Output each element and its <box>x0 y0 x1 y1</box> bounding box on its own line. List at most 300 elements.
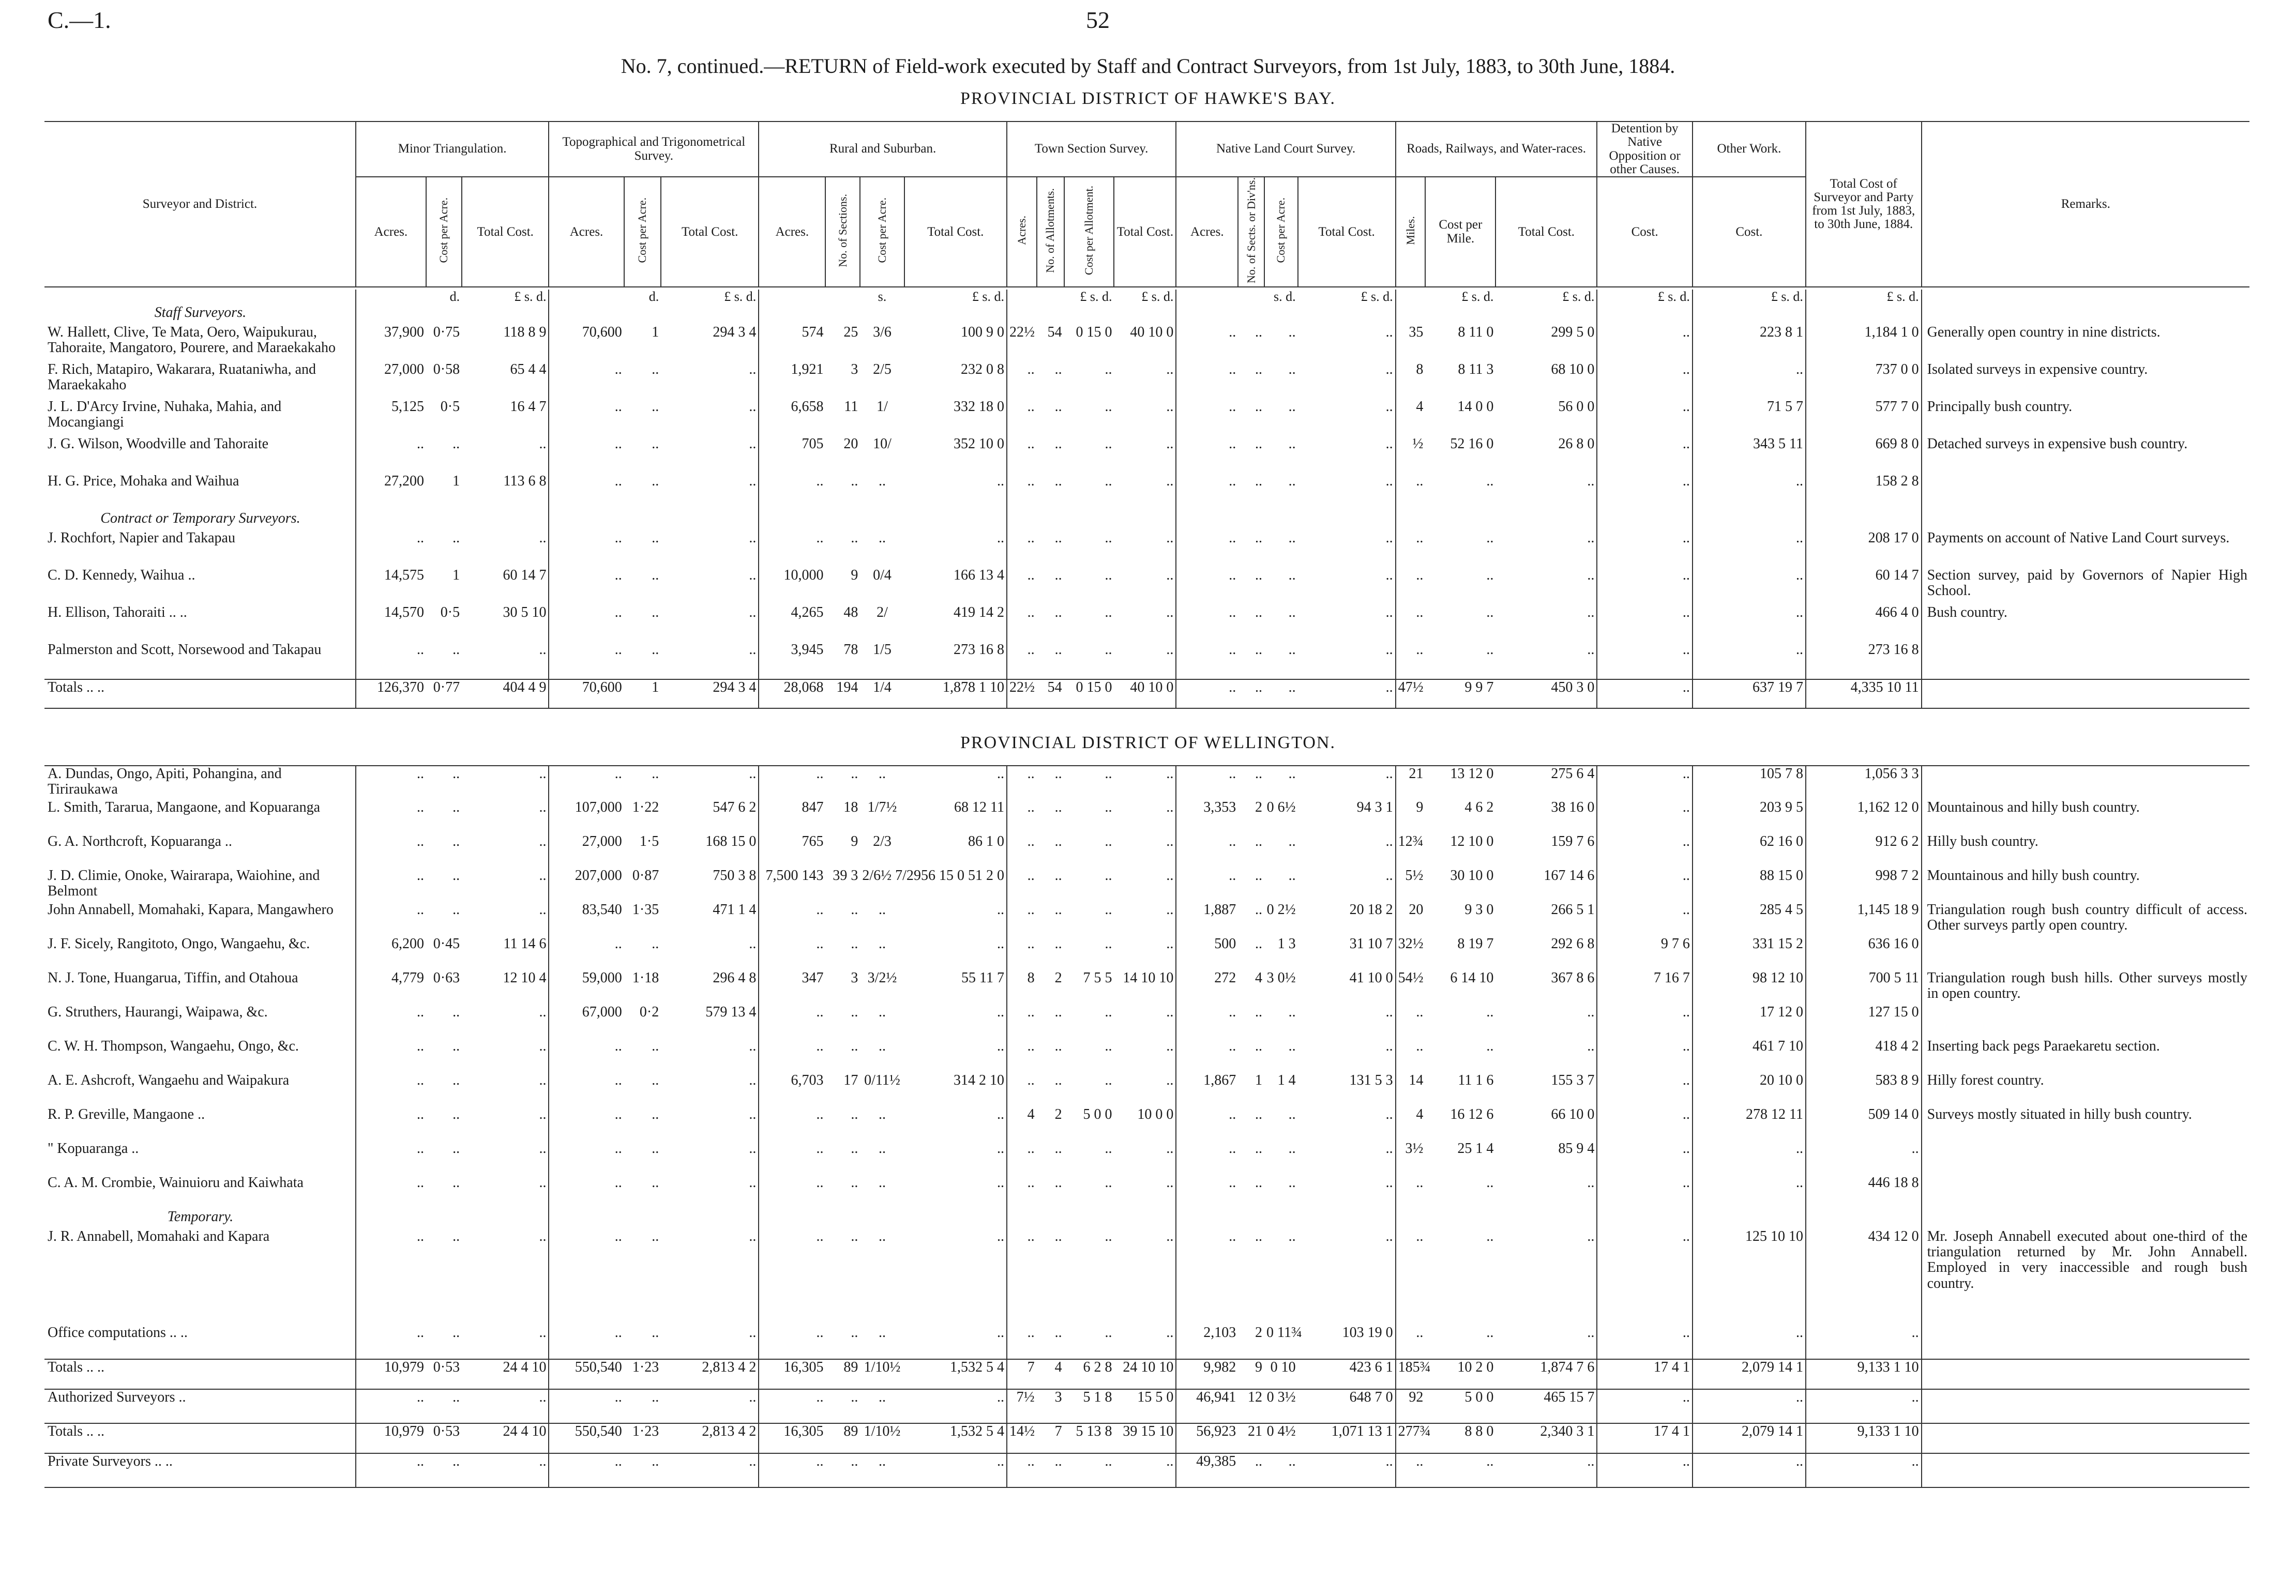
native-sections-cell: 2 <box>1255 1325 1263 1341</box>
topo-cost-per-acre-cell: 1 <box>624 679 661 708</box>
native-total-cost-cell: 1,071 13 1 <box>1298 1423 1396 1453</box>
native-acres-cell: .. <box>1176 605 1238 642</box>
rural-sections-cell: 89 <box>825 1359 860 1389</box>
town-total-cost-cell: .. <box>1166 902 1174 918</box>
topo-acres-cell: .. <box>549 436 624 474</box>
roads-miles-cell: .. <box>1396 1229 1426 1325</box>
minor-total-cost-cell: 11 14 6 <box>503 936 547 952</box>
rural-sections-cell: .. <box>851 1106 858 1122</box>
native-acres-cell: .. <box>1176 834 1238 868</box>
topo-acres-cell: 70,600 <box>549 679 624 708</box>
roads-miles-cell: 277¾ <box>1396 1423 1426 1453</box>
rural-cost-per-acre-cell: 1/ <box>877 399 888 415</box>
table-row <box>44 834 2249 868</box>
rural-acres-cell: .. <box>759 1107 825 1141</box>
rural-sections-cell: 48 <box>843 604 858 620</box>
town-allotments-cell: 54 <box>1037 679 1064 708</box>
rural-sections-cell: .. <box>851 1038 858 1054</box>
town-total-cost-cell: .. <box>1166 473 1174 489</box>
topo-acres-cell: .. <box>549 474 624 511</box>
table-row <box>44 436 2249 474</box>
rural-cost-per-acre-cell: 1/5 <box>873 642 892 658</box>
rural-total-cost-cell: 100 9 0 <box>960 324 1004 340</box>
town-acres-cell: .. <box>1007 474 1037 511</box>
minor-acres-cell: .. <box>356 1389 426 1423</box>
town-total-cost-cell: 40 10 0 <box>1114 679 1176 708</box>
town-allotments-cell: .. <box>1054 530 1062 546</box>
town-total-cost-cell: 39 15 10 <box>1114 1423 1176 1453</box>
other-cost-cell: 98 12 10 <box>1693 970 1806 1005</box>
minor-cost-per-acre-cell: 0·5 <box>440 399 460 415</box>
topo-total-cost-cell: .. <box>749 473 757 489</box>
topo-acres-cell: .. <box>549 1039 624 1073</box>
minor-total-cost-cell: .. <box>539 642 547 658</box>
minor-cost-per-acre-cell: .. <box>452 833 460 849</box>
rural-total-cost-cell: 419 14 2 <box>953 604 1004 620</box>
native-total-cost-cell: .. <box>1385 1004 1393 1020</box>
unit-label: s. <box>878 289 887 304</box>
town-acres-cell: .. <box>1007 834 1037 868</box>
native-cost-per-acre-cell: .. <box>1288 361 1296 377</box>
roads-total-cost-cell: 159 7 6 <box>1551 833 1595 849</box>
town-acres-cell: .. <box>1007 1453 1037 1487</box>
town-cost-per-allotment-cell: .. <box>1105 1072 1112 1088</box>
native-acres-cell: .. <box>1176 1005 1238 1039</box>
native-cost-per-acre-cell: 1 3 <box>1277 936 1296 952</box>
rural-acres-cell: .. <box>759 1175 825 1209</box>
town-allotments-cell: .. <box>1054 1141 1062 1157</box>
surveyor-cell: W. Hallett, Clive, Te Mata, Oero, Waipukurau, Tahoraite, Mangatoro, Pourere, and Maraekakaho <box>48 324 336 356</box>
topo-total-cost-cell: 579 13 4 <box>705 1004 757 1020</box>
minor-cost-per-acre-cell: 0·63 <box>433 970 460 986</box>
total-cost-cell: 669 8 0 <box>1806 436 1922 474</box>
other-cost-cell: 278 12 11 <box>1693 1107 1806 1141</box>
other-cost-cell: .. <box>1693 1325 1806 1359</box>
topo-total-cost-cell: 471 1 4 <box>713 902 757 918</box>
surveyor-cell: H. Ellison, Tahoraiti .. .. <box>48 604 187 620</box>
roads-miles-cell: 185¾ <box>1396 1359 1426 1389</box>
rural-sections-cell: 20 <box>843 436 858 452</box>
unit-label <box>825 290 860 305</box>
rural-sections-cell: .. <box>851 473 858 489</box>
town-acres-cell: .. <box>1007 800 1037 834</box>
rural-total-cost-cell: 1,532 5 4 <box>904 1423 1007 1453</box>
table-row <box>44 1229 2249 1325</box>
native-total-cost-cell: .. <box>1385 1175 1393 1191</box>
topo-cost-per-acre-cell: .. <box>652 766 659 782</box>
roads-miles-cell: 47½ <box>1396 679 1426 708</box>
native-acres-cell: 56,923 <box>1176 1423 1238 1453</box>
rural-total-cost-cell: .. <box>996 1325 1004 1341</box>
detention-cost-cell: .. <box>1597 1325 1692 1359</box>
minor-cost-per-acre-cell: .. <box>452 642 460 658</box>
native-acres-cell: 3,353 <box>1176 800 1238 834</box>
minor-acres-cell: 14,575 <box>356 568 426 605</box>
town-cost-per-allotment-cell: .. <box>1105 604 1112 620</box>
header-detention: Detention by Native Opposition or other Causes. <box>1597 121 1692 177</box>
total-cost-cell: 912 6 2 <box>1806 834 1922 868</box>
table-row <box>44 1389 2249 1423</box>
table-row <box>44 1005 2249 1039</box>
topo-total-cost-cell: .. <box>749 1453 757 1469</box>
other-cost-cell: 88 15 0 <box>1693 868 1806 902</box>
native-sections-cell: .. <box>1255 473 1263 489</box>
topo-cost-per-acre-cell: .. <box>652 1175 659 1191</box>
header-surveyor: Surveyor and District. <box>142 197 258 211</box>
unit-label <box>1922 290 2249 305</box>
minor-acres-cell: .. <box>356 1107 426 1141</box>
minor-total-cost-cell: .. <box>539 833 547 849</box>
native-acres-cell: 49,385 <box>1176 1453 1238 1487</box>
minor-cost-per-acre-cell: .. <box>452 1106 460 1122</box>
section-heading-row <box>44 1209 2249 1229</box>
topo-total-cost-cell: 296 4 8 <box>713 970 757 986</box>
rural-total-cost-cell: 55 11 7 <box>961 970 1004 986</box>
remarks-cell: Triangulation rough bush country difficult of access. Other surveys partly open country. <box>1922 902 2249 936</box>
minor-cost-per-acre-cell: .. <box>452 1141 460 1157</box>
town-total-cost-cell: .. <box>1166 642 1174 658</box>
minor-acres-cell: .. <box>356 1141 426 1175</box>
roads-total-cost-cell: 1,874 7 6 <box>1496 1359 1597 1389</box>
surveyor-cell: Totals .. .. <box>44 679 356 708</box>
native-cost-per-acre-cell: 0 4½ <box>1264 1423 1298 1453</box>
total-cost-cell: .. <box>1806 1453 1922 1487</box>
hawkes-bay-table <box>44 290 2249 709</box>
table-row <box>44 766 2249 800</box>
remarks-cell <box>1922 474 2249 511</box>
town-acres-cell: .. <box>1007 568 1037 605</box>
native-sections-cell: .. <box>1255 1175 1263 1191</box>
other-cost-cell: .. <box>1693 1175 1806 1209</box>
town-allotments-cell: 7 <box>1037 1423 1064 1453</box>
roads-total-cost-cell: .. <box>1587 473 1595 489</box>
roads-total-cost-cell: .. <box>1587 604 1595 620</box>
header-roads-cost-per-mile: Cost per Mile. <box>1425 177 1496 287</box>
minor-cost-per-acre-cell: 0·53 <box>426 1423 462 1453</box>
roads-cost-per-mile-cell: .. <box>1486 473 1494 489</box>
header-native-cost-per-acre: Cost per Acre. <box>1274 197 1288 263</box>
detention-cost-cell: .. <box>1597 1175 1692 1209</box>
roads-cost-per-mile-cell: 25 1 4 <box>1457 1141 1494 1157</box>
rural-total-cost-cell: 68 12 11 <box>954 799 1004 815</box>
town-total-cost-cell: .. <box>1166 530 1174 546</box>
rural-total-cost-cell: .. <box>996 766 1004 782</box>
topo-total-cost-cell: .. <box>749 604 757 620</box>
roads-cost-per-mile-cell: 10 2 0 <box>1425 1359 1496 1389</box>
rural-sections-cell: .. <box>851 530 858 546</box>
native-sections-cell: .. <box>1255 436 1263 452</box>
native-total-cost-cell: .. <box>1385 766 1393 782</box>
total-cost-cell: 434 12 0 <box>1806 1229 1922 1325</box>
minor-cost-per-acre-cell: .. <box>452 1072 460 1088</box>
native-cost-per-acre-cell: .. <box>1288 1228 1296 1244</box>
minor-total-cost-cell: .. <box>539 1072 547 1088</box>
rural-sections-cell: 78 <box>843 642 858 658</box>
town-allotments-cell: .. <box>1054 436 1062 452</box>
town-cost-per-allotment-cell: 5 1 8 <box>1083 1389 1112 1405</box>
topo-total-cost-cell: .. <box>749 1106 757 1122</box>
roads-miles-cell: 8 <box>1396 362 1426 399</box>
topo-acres-cell: .. <box>549 1229 624 1325</box>
header-town-acres: Acres. <box>1015 216 1028 245</box>
town-acres-cell: 14½ <box>1007 1423 1037 1453</box>
minor-total-cost-cell: .. <box>539 766 547 782</box>
topo-acres-cell: .. <box>549 642 624 679</box>
roads-miles-cell: 4 <box>1396 399 1426 436</box>
roads-cost-per-mile-cell: 12 10 0 <box>1450 833 1494 849</box>
town-total-cost-cell: 14 10 10 <box>1123 970 1174 986</box>
native-sections-cell: .. <box>1255 936 1263 952</box>
minor-total-cost-cell: 118 8 9 <box>503 324 547 340</box>
rural-acres-cell: .. <box>759 1039 825 1073</box>
topo-cost-per-acre-cell: .. <box>652 1228 659 1244</box>
minor-total-cost-cell: .. <box>539 799 547 815</box>
native-cost-per-acre-cell: .. <box>1288 1453 1296 1469</box>
rural-cost-per-acre-cell: 3/2½ <box>867 970 897 986</box>
rural-cost-per-acre-cell: .. <box>878 1004 886 1020</box>
town-total-cost-cell: .. <box>1166 399 1174 415</box>
roads-total-cost-cell: 56 0 0 <box>1558 399 1595 415</box>
town-allotments-cell: .. <box>1054 642 1062 658</box>
rural-acres-cell: .. <box>759 1141 825 1175</box>
section-heading-row <box>44 511 2249 530</box>
topo-cost-per-acre-cell: .. <box>652 1389 659 1405</box>
return-title: No. 7, continued.—RETURN of Field-work executed by Staff and Contract Surveyors, from 1st July, 1883, to 30th June, 1884. <box>621 54 1675 78</box>
rural-total-cost-cell: .. <box>996 1453 1004 1469</box>
topo-acres-cell: .. <box>549 568 624 605</box>
detention-cost-cell: .. <box>1597 1453 1692 1487</box>
total-cost-cell: 1,162 12 0 <box>1806 800 1922 834</box>
rural-cost-per-acre-cell: .. <box>878 1325 886 1341</box>
minor-acres-cell: 37,900 <box>356 325 426 362</box>
topo-acres-cell: 107,000 <box>549 800 624 834</box>
header-roads-total-cost: Total Cost. <box>1496 177 1597 287</box>
topo-acres-cell: 83,540 <box>549 902 624 936</box>
header-minor-cost-per-acre: Cost per Acre. <box>437 197 450 263</box>
roads-miles-cell: .. <box>1396 1453 1426 1487</box>
minor-cost-per-acre-cell: .. <box>452 1389 460 1405</box>
roads-miles-cell: 20 <box>1396 902 1426 936</box>
native-sections-cell: .. <box>1255 604 1263 620</box>
roads-miles-cell: 9 <box>1396 800 1426 834</box>
minor-cost-per-acre-cell: .. <box>452 1004 460 1020</box>
native-acres-cell: 272 <box>1176 970 1238 1005</box>
rural-sections-cell: .. <box>851 1389 858 1405</box>
remarks-cell <box>1922 1325 2249 1359</box>
town-cost-per-allotment-cell: .. <box>1105 642 1112 658</box>
total-cost-cell: 737 0 0 <box>1806 362 1922 399</box>
header-topo-acres: Acres. <box>549 177 624 287</box>
native-acres-cell: .. <box>1176 362 1238 399</box>
header-rural-no-sections: No. of Sections. <box>836 193 849 267</box>
rural-sections-cell: 25 <box>843 324 858 340</box>
unit-label <box>1176 290 1238 305</box>
town-cost-per-allotment-cell: .. <box>1105 1038 1112 1054</box>
roads-cost-per-mile-cell: .. <box>1486 530 1494 546</box>
native-total-cost-cell: .. <box>1298 679 1396 708</box>
topo-total-cost-cell: .. <box>749 361 757 377</box>
rural-sections-cell: .. <box>851 902 858 918</box>
native-acres-cell: .. <box>1176 474 1238 511</box>
town-total-cost-cell: .. <box>1166 1072 1174 1088</box>
detention-cost-cell: 17 4 1 <box>1597 1423 1692 1453</box>
minor-acres-cell: .. <box>356 530 426 568</box>
minor-acres-cell: .. <box>356 1325 426 1359</box>
native-acres-cell: 2,103 <box>1176 1325 1238 1359</box>
native-sections-cell: .. <box>1255 1141 1263 1157</box>
roads-total-cost-cell: 299 5 0 <box>1551 324 1595 340</box>
surveyor-cell: John Annabell, Momahaki, Kapara, Mangawhero <box>48 902 334 918</box>
topo-acres-cell: .. <box>549 1175 624 1209</box>
native-cost-per-acre-cell: 0 11¾ <box>1266 1325 1302 1341</box>
town-acres-cell: .. <box>1007 362 1037 399</box>
town-acres-cell: .. <box>1007 1325 1037 1359</box>
town-cost-per-allotment-cell: .. <box>1105 436 1112 452</box>
native-cost-per-acre-cell: .. <box>1288 324 1296 340</box>
roads-miles-cell: .. <box>1396 1175 1426 1209</box>
rural-cost-per-acre-cell: .. <box>878 530 886 546</box>
surveyor-cell: Office computations .. .. <box>48 1325 188 1341</box>
remarks-cell <box>1922 1389 2249 1423</box>
town-total-cost-cell: .. <box>1166 868 1174 884</box>
minor-cost-per-acre-cell: .. <box>452 1038 460 1054</box>
surveyor-cell: J. Rochfort, Napier and Takapau <box>48 530 235 546</box>
unit-label <box>549 290 624 305</box>
detention-cost-cell: .. <box>1597 1107 1692 1141</box>
detention-cost-cell: .. <box>1597 766 1692 800</box>
rural-cost-per-acre-cell: 1/7½ <box>867 799 897 815</box>
town-total-cost-cell: .. <box>1166 936 1174 952</box>
minor-cost-per-acre-cell: .. <box>452 436 460 452</box>
roads-total-cost-cell: 266 5 1 <box>1551 902 1595 918</box>
other-cost-cell: 2,079 14 1 <box>1693 1359 1806 1389</box>
native-cost-per-acre-cell: 1 4 <box>1277 1072 1296 1088</box>
native-sections-cell: .. <box>1255 1038 1263 1054</box>
remarks-cell <box>1922 679 2249 708</box>
native-total-cost-cell: 20 18 2 <box>1349 902 1393 918</box>
topo-acres-cell: .. <box>549 1073 624 1107</box>
native-acres-cell: .. <box>1176 568 1238 605</box>
other-cost-cell: .. <box>1693 605 1806 642</box>
town-cost-per-allotment-cell: .. <box>1105 833 1112 849</box>
detention-cost-cell: .. <box>1597 1141 1692 1175</box>
wellington-district-heading: PROVINCIAL DISTRICT OF WELLINGTON. <box>960 733 1336 752</box>
detention-cost-cell: 9 7 6 <box>1597 936 1692 970</box>
town-allotments-cell: .. <box>1054 902 1062 918</box>
other-cost-cell: 20 10 0 <box>1693 1073 1806 1107</box>
section-heading: Staff Surveyors. <box>154 305 247 321</box>
minor-cost-per-acre-cell: .. <box>452 766 460 782</box>
roads-total-cost-cell: .. <box>1587 567 1595 583</box>
roads-total-cost-cell: 38 16 0 <box>1551 799 1595 815</box>
detention-cost-cell: .. <box>1597 1229 1692 1325</box>
native-sections-cell: .. <box>1255 766 1263 782</box>
native-sections-cell: .. <box>1255 642 1263 658</box>
native-sections-cell: .. <box>1255 530 1263 546</box>
rural-cost-per-acre-cell: .. <box>878 473 886 489</box>
header-roads: Roads, Railways, and Water-races. <box>1396 121 1597 177</box>
roads-miles-cell: 54½ <box>1396 970 1426 1005</box>
roads-miles-cell: 12¾ <box>1396 834 1426 868</box>
other-cost-cell: .. <box>1693 1389 1806 1423</box>
native-total-cost-cell: .. <box>1385 324 1393 340</box>
total-cost-cell: 509 14 0 <box>1806 1107 1922 1141</box>
roads-miles-cell: .. <box>1396 530 1426 568</box>
detention-cost-cell: .. <box>1597 399 1692 436</box>
rural-acres-cell: 6,703 <box>759 1073 825 1107</box>
surveyor-cell: F. Rich, Matapiro, Wakarara, Ruataniwha, and Maraekakaho <box>48 361 316 393</box>
native-acres-cell: 46,941 <box>1176 1389 1238 1423</box>
roads-total-cost-cell: 275 6 4 <box>1551 766 1595 782</box>
minor-acres-cell: .. <box>356 834 426 868</box>
minor-cost-per-acre-cell: 0·58 <box>433 361 460 377</box>
remarks-cell <box>1922 936 2249 970</box>
other-cost-cell: .. <box>1693 362 1806 399</box>
native-total-cost-cell: .. <box>1385 361 1393 377</box>
topo-acres-cell: .. <box>549 530 624 568</box>
minor-acres-cell: .. <box>356 1229 426 1325</box>
remarks-cell: Surveys mostly situated in hilly bush country. <box>1922 1107 2249 1141</box>
native-cost-per-acre-cell: 3 0½ <box>1266 970 1296 986</box>
unit-label: £ s. d. <box>1597 290 1692 305</box>
table-row <box>44 936 2249 970</box>
town-acres-cell: .. <box>1007 936 1037 970</box>
minor-cost-per-acre-cell: 0·75 <box>433 324 460 340</box>
rural-acres-cell: 28,068 <box>759 679 825 708</box>
town-allotments-cell: .. <box>1054 604 1062 620</box>
topo-acres-cell: .. <box>549 1107 624 1141</box>
unit-label <box>759 290 825 305</box>
other-cost-cell: 125 10 10 <box>1693 1229 1806 1325</box>
roads-cost-per-mile-cell: .. <box>1486 642 1494 658</box>
minor-acres-cell: .. <box>356 1073 426 1107</box>
section-heading: Contract or Temporary Surveyors. <box>100 510 300 526</box>
native-sections-cell: 1 <box>1255 1072 1263 1088</box>
roads-cost-per-mile-cell: 13 12 0 <box>1450 766 1494 782</box>
remarks-cell: Detached surveys in expensive bush country. <box>1922 436 2249 474</box>
rural-total-cost-cell: 86 1 0 <box>968 833 1004 849</box>
topo-acres-cell: 550,540 <box>549 1359 624 1389</box>
rural-total-cost-cell: 956 15 0 51 2 0 <box>913 868 1004 884</box>
native-acres-cell: .. <box>1176 436 1238 474</box>
roads-cost-per-mile-cell: 8 11 3 <box>1458 361 1494 377</box>
table-row <box>44 1175 2249 1209</box>
rural-cost-per-acre-cell: .. <box>878 936 886 952</box>
surveyor-cell: J. F. Sicely, Rangitoto, Ongo, Wangaehu, &c. <box>48 936 310 952</box>
minor-total-cost-cell: .. <box>539 530 547 546</box>
remarks-cell <box>1922 1005 2249 1039</box>
native-acres-cell: 9,982 <box>1176 1359 1238 1389</box>
surveyor-cell: A. Dundas, Ongo, Apiti, Pohangina, and Tiriraukawa <box>48 766 282 798</box>
topo-cost-per-acre-cell: .. <box>652 1141 659 1157</box>
total-cost-cell: 273 16 8 <box>1806 642 1922 679</box>
roads-cost-per-mile-cell: .. <box>1486 1453 1494 1469</box>
rural-sections-cell: 89 <box>825 1423 860 1453</box>
page-number: 52 <box>1086 7 1110 33</box>
rural-cost-per-acre-cell: 3/6 <box>873 324 892 340</box>
rural-total-cost-cell: 232 0 8 <box>960 361 1004 377</box>
rural-cost-per-acre-cell: 2/3 <box>873 833 892 849</box>
roads-total-cost-cell: 2,340 3 1 <box>1496 1423 1597 1453</box>
rural-cost-per-acre-cell: 0/4 <box>873 567 892 583</box>
native-sections-cell: .. <box>1255 1106 1263 1122</box>
roads-cost-per-mile-cell: 14 0 0 <box>1457 399 1494 415</box>
minor-total-cost-cell: 113 6 8 <box>503 473 547 489</box>
roads-miles-cell: 32½ <box>1396 936 1426 970</box>
total-cost-cell: 466 4 0 <box>1806 605 1922 642</box>
minor-acres-cell: .. <box>356 1175 426 1209</box>
table-row <box>44 568 2249 605</box>
